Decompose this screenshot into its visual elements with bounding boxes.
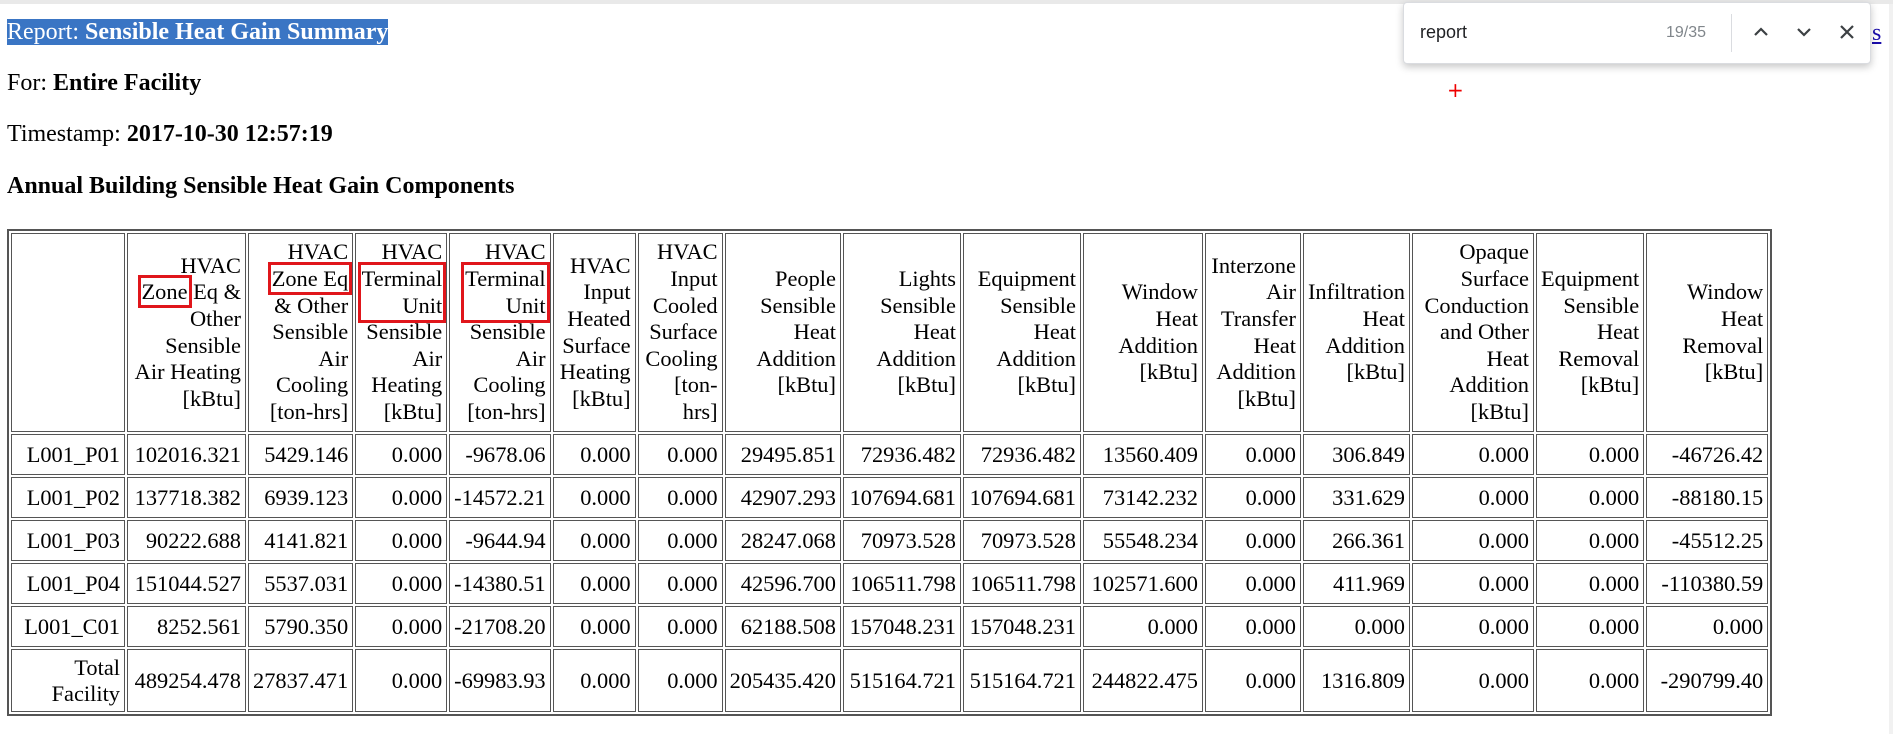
table-cell: 102016.321	[127, 434, 246, 475]
find-query[interactable]: report	[1420, 22, 1468, 42]
column-header	[1303, 233, 1410, 432]
find-previous-button[interactable]	[1744, 15, 1778, 49]
table-cell: 0.000	[355, 649, 447, 712]
row-label: L001_P01	[11, 434, 125, 475]
chevron-down-icon	[1787, 15, 1821, 49]
header-line: HVAC	[180, 252, 241, 278]
column-header	[1083, 233, 1203, 432]
header-line: Heat	[1720, 305, 1764, 331]
row-label: Total Facility	[11, 649, 125, 712]
table-cell: -9678.06	[449, 434, 550, 475]
column-header	[1205, 233, 1301, 432]
header-line: Opaque	[1459, 239, 1529, 265]
header-line: [ton-hrs]	[467, 398, 546, 424]
table-cell: 0.000	[1536, 434, 1644, 475]
header-line: Zone Eq &	[141, 279, 241, 305]
header-line: [kBtu]	[1704, 359, 1764, 385]
header-line: Sensible	[165, 332, 241, 358]
header-line: People	[775, 266, 836, 292]
header-line: [kBtu]	[1346, 359, 1405, 385]
header-line: Input	[583, 279, 631, 305]
table-cell: -88180.15	[1646, 477, 1768, 518]
annotation-box: Zone	[141, 279, 188, 305]
table-cell: 107694.681	[963, 477, 1081, 518]
table-cell: 0.000	[1536, 477, 1644, 518]
table-cell: -69983.93	[449, 649, 550, 712]
table-cell: 157048.231	[843, 606, 961, 647]
table-cell: -110380.59	[1646, 563, 1768, 604]
header-line: Window	[1687, 279, 1764, 305]
table-cell: 0.000	[355, 477, 447, 518]
for-line	[7, 70, 201, 97]
table-cell: 306.849	[1303, 434, 1410, 475]
table-cell: 411.969	[1303, 563, 1410, 604]
find-in-page-bar	[1403, 2, 1871, 64]
table-cell: 90222.688	[127, 520, 246, 561]
for-value: Entire Facility	[53, 70, 202, 96]
table-cell: 5537.031	[248, 563, 353, 604]
table-cell: 0.000	[1412, 477, 1534, 518]
table-cell: 0.000	[638, 434, 723, 475]
column-header	[1646, 233, 1768, 432]
table-cell: 0.000	[1083, 606, 1203, 647]
header-line: HVAC	[570, 252, 631, 278]
table-cell: 266.361	[1303, 520, 1410, 561]
table-cell: -9644.94	[449, 520, 550, 561]
table-cell: 55548.234	[1083, 520, 1203, 561]
column-header	[1536, 233, 1644, 432]
table-cell: 0.000	[1536, 520, 1644, 561]
row-label: L001_C01	[11, 606, 125, 647]
table-cell: 0.000	[553, 563, 636, 604]
header-line: [kBtu]	[1470, 398, 1529, 424]
close-icon	[1830, 15, 1864, 49]
header-line: Heat	[1155, 305, 1198, 331]
table-cell: 205435.420	[725, 649, 841, 712]
header-line: HVAC	[287, 239, 349, 265]
annotation-box: Terminal Unit	[361, 266, 443, 318]
cursor-marker: +	[1447, 78, 1464, 102]
column-header	[11, 233, 125, 432]
table-cell: 106511.798	[963, 563, 1081, 604]
table-cell: 0.000	[1205, 606, 1301, 647]
timestamp-line	[7, 121, 333, 148]
header-line: Sensible	[366, 319, 443, 345]
table-row	[11, 606, 1768, 647]
header-line: [kBtu]	[1139, 359, 1198, 385]
table-cell: 0.000	[638, 606, 723, 647]
table-cell: -290799.40	[1646, 649, 1768, 712]
table-cell: 70973.528	[843, 520, 961, 561]
header-line: [kBtu]	[897, 372, 956, 398]
row-label: L001_P02	[11, 477, 125, 518]
header-line: and Other	[1440, 319, 1529, 345]
header-line: Air	[412, 345, 443, 371]
table-header-row	[11, 233, 1768, 432]
table-cell: 0.000	[638, 563, 723, 604]
report-title-line	[7, 19, 388, 46]
page-link-partial[interactable]: s	[1872, 20, 1882, 46]
table-cell: 0.000	[1536, 606, 1644, 647]
table-cell: 0.000	[1412, 606, 1534, 647]
table-cell: -46726.42	[1646, 434, 1768, 475]
table-cell: 151044.527	[127, 563, 246, 604]
table-cell: -45512.25	[1646, 520, 1768, 561]
timestamp-label: Timestamp:	[7, 121, 121, 147]
find-highlight	[7, 19, 388, 45]
header-line: Cooling	[645, 345, 718, 371]
column-header	[843, 233, 961, 432]
table-cell: 0.000	[1646, 606, 1768, 647]
header-line: Sensible	[272, 319, 349, 345]
table-cell: 5790.350	[248, 606, 353, 647]
table-cell: 0.000	[553, 520, 636, 561]
vertical-scrollbar[interactable]	[1889, 4, 1893, 734]
table-cell: 489254.478	[127, 649, 246, 712]
header-line: HVAC	[485, 239, 546, 265]
header-line: Addition	[996, 345, 1076, 371]
column-header	[355, 233, 447, 432]
header-line: Addition	[756, 345, 836, 371]
table-row	[11, 477, 1768, 518]
table-cell: 0.000	[638, 477, 723, 518]
table-cell: 0.000	[355, 520, 447, 561]
header-line: Input	[670, 266, 718, 292]
header-line: Addition	[1216, 359, 1296, 385]
header-line	[360, 266, 442, 319]
header-line: Equipment	[1540, 266, 1640, 292]
column-header	[963, 233, 1081, 432]
table-cell: 73142.232	[1083, 477, 1203, 518]
table-row	[11, 649, 1768, 712]
find-separator	[1731, 14, 1732, 52]
header-line: hrs]	[682, 398, 718, 424]
table-cell: 515164.721	[843, 649, 961, 712]
table-cell: 0.000	[553, 606, 636, 647]
header-line: Heat	[1362, 305, 1405, 331]
header-line: Transfer	[1220, 305, 1296, 331]
table-cell: -14572.21	[449, 477, 550, 518]
header-line: Heat	[913, 319, 956, 345]
table-cell: 0.000	[355, 563, 447, 604]
header-line: Infiltration	[1307, 279, 1405, 305]
header-line: Cooling	[473, 372, 546, 398]
header-line: Addition	[1118, 332, 1198, 358]
header-line: Equipment	[977, 266, 1076, 292]
header-line: Addition	[876, 345, 956, 371]
row-label: L001_P03	[11, 520, 125, 561]
header-line: Surface	[1460, 266, 1529, 292]
header-line: Addition	[1325, 332, 1405, 358]
find-match-count: 19/35	[1666, 24, 1707, 41]
header-line: Heat	[1253, 332, 1296, 358]
header-line: Heated	[567, 305, 631, 331]
header-line: Surface	[649, 319, 718, 345]
header-line: Air Heating	[134, 359, 241, 385]
table-cell: 0.000	[1205, 434, 1301, 475]
column-header	[553, 233, 636, 432]
header-line: Heat	[793, 319, 836, 345]
table-row	[11, 563, 1768, 604]
table-cell: 6939.123	[248, 477, 353, 518]
header-line: Conduction	[1424, 292, 1529, 318]
header-line: [kBtu]	[1237, 385, 1296, 411]
table-cell: 157048.231	[963, 606, 1081, 647]
header-line: Air	[515, 345, 546, 371]
header-line: [ton-hrs]	[269, 398, 349, 424]
table-cell: 0.000	[638, 520, 723, 561]
annotation-box: Terminal Unit	[465, 266, 546, 318]
table-cell: 106511.798	[843, 563, 961, 604]
column-header	[725, 233, 841, 432]
chevron-up-icon	[1744, 15, 1778, 49]
header-line: Sensible	[469, 319, 546, 345]
report-label: Report:	[7, 19, 79, 45]
table-cell: 72936.482	[843, 434, 961, 475]
table-cell: 72936.482	[963, 434, 1081, 475]
find-close-button[interactable]	[1830, 15, 1864, 49]
column-header	[449, 233, 550, 432]
table-cell: 0.000	[553, 477, 636, 518]
table-cell: 515164.721	[963, 649, 1081, 712]
header-line: Heating	[371, 372, 443, 398]
header-line: Addition	[1449, 372, 1529, 398]
table-cell: 29495.851	[725, 434, 841, 475]
header-line: Sensible	[1563, 292, 1640, 318]
sensible-heat-gain-table	[7, 229, 1772, 716]
table-cell: 0.000	[1412, 649, 1534, 712]
header-line: Removal	[1558, 345, 1640, 371]
column-header	[1412, 233, 1534, 432]
header-line: Cooled	[652, 292, 718, 318]
table-cell: 62188.508	[725, 606, 841, 647]
header-line: Sensible	[760, 292, 836, 318]
header-line: [kBtu]	[1580, 372, 1640, 398]
header-line: Heating	[559, 359, 631, 385]
header-line	[253, 266, 348, 293]
header-line: Heat	[1596, 319, 1640, 345]
find-next-button[interactable]	[1787, 15, 1821, 49]
table-cell: 5429.146	[248, 434, 353, 475]
header-line: Heat	[1486, 345, 1529, 371]
header-line: Sensible	[1000, 292, 1076, 318]
table-title: Annual Building Sensible Heat Gain Components	[7, 173, 515, 199]
report-name: Sensible Heat Gain Summary	[85, 19, 389, 45]
table-cell: 13560.409	[1083, 434, 1203, 475]
table-cell: 70973.528	[963, 520, 1081, 561]
table-cell: 0.000	[553, 434, 636, 475]
header-line: Window	[1121, 279, 1198, 305]
column-header	[248, 233, 353, 432]
header-line: [ton-	[674, 372, 718, 398]
table-cell: 8252.561	[127, 606, 246, 647]
header-line: [kBtu]	[1017, 372, 1076, 398]
table-cell: 1316.809	[1303, 649, 1410, 712]
table-cell: 0.000	[1303, 606, 1410, 647]
header-line: Surface	[562, 332, 631, 358]
table-cell: 0.000	[355, 606, 447, 647]
header-line: Interzone	[1211, 252, 1296, 278]
timestamp-value: 2017-10-30 12:57:19	[126, 121, 333, 147]
header-line: Lights	[898, 266, 956, 292]
header-line: Heat	[1033, 319, 1076, 345]
header-line: Other	[190, 305, 241, 331]
row-label: L001_P04	[11, 563, 125, 604]
table-cell: -21708.20	[449, 606, 550, 647]
table-cell: 0.000	[1412, 434, 1534, 475]
header-line: Air	[1266, 279, 1296, 305]
annotation-box: Zone Eq	[271, 266, 349, 292]
column-header	[638, 233, 723, 432]
table-cell: 27837.471	[248, 649, 353, 712]
table-cell: 0.000	[553, 649, 636, 712]
table-row	[11, 520, 1768, 561]
table-cell: 0.000	[1536, 649, 1644, 712]
table-cell: 331.629	[1303, 477, 1410, 518]
table-cell: 102571.600	[1083, 563, 1203, 604]
table-cell: 0.000	[1205, 477, 1301, 518]
header-line: Removal	[1682, 332, 1764, 358]
table-cell: 0.000	[1412, 520, 1534, 561]
header-line: [kBtu]	[777, 372, 836, 398]
table-cell: 28247.068	[725, 520, 841, 561]
header-line: [kBtu]	[182, 385, 241, 411]
header-line: Cooling	[276, 372, 349, 398]
header-line: [kBtu]	[572, 385, 631, 411]
table-cell: 0.000	[355, 434, 447, 475]
for-label: For:	[7, 70, 48, 96]
table-cell: 0.000	[638, 649, 723, 712]
header-line: Air	[318, 345, 349, 371]
table-cell: 42907.293	[725, 477, 841, 518]
table-cell: 107694.681	[843, 477, 961, 518]
table-cell: 0.000	[1412, 563, 1534, 604]
header-line: [kBtu]	[383, 398, 443, 424]
header-line: Sensible	[880, 292, 956, 318]
table-cell: 137718.382	[127, 477, 246, 518]
table-cell: 244822.475	[1083, 649, 1203, 712]
column-header	[127, 233, 246, 432]
table-cell: 4141.821	[248, 520, 353, 561]
header-line: & Other	[274, 292, 349, 318]
table-cell: 42596.700	[725, 563, 841, 604]
table-cell: 0.000	[1205, 649, 1301, 712]
table-cell: 0.000	[1205, 563, 1301, 604]
table-cell: -14380.51	[449, 563, 550, 604]
table-row	[11, 434, 1768, 475]
header-line: HVAC	[657, 239, 718, 265]
header-line	[454, 266, 545, 319]
table-cell: 0.000	[1536, 563, 1644, 604]
table-cell: 0.000	[1205, 520, 1301, 561]
header-line: HVAC	[381, 239, 443, 265]
